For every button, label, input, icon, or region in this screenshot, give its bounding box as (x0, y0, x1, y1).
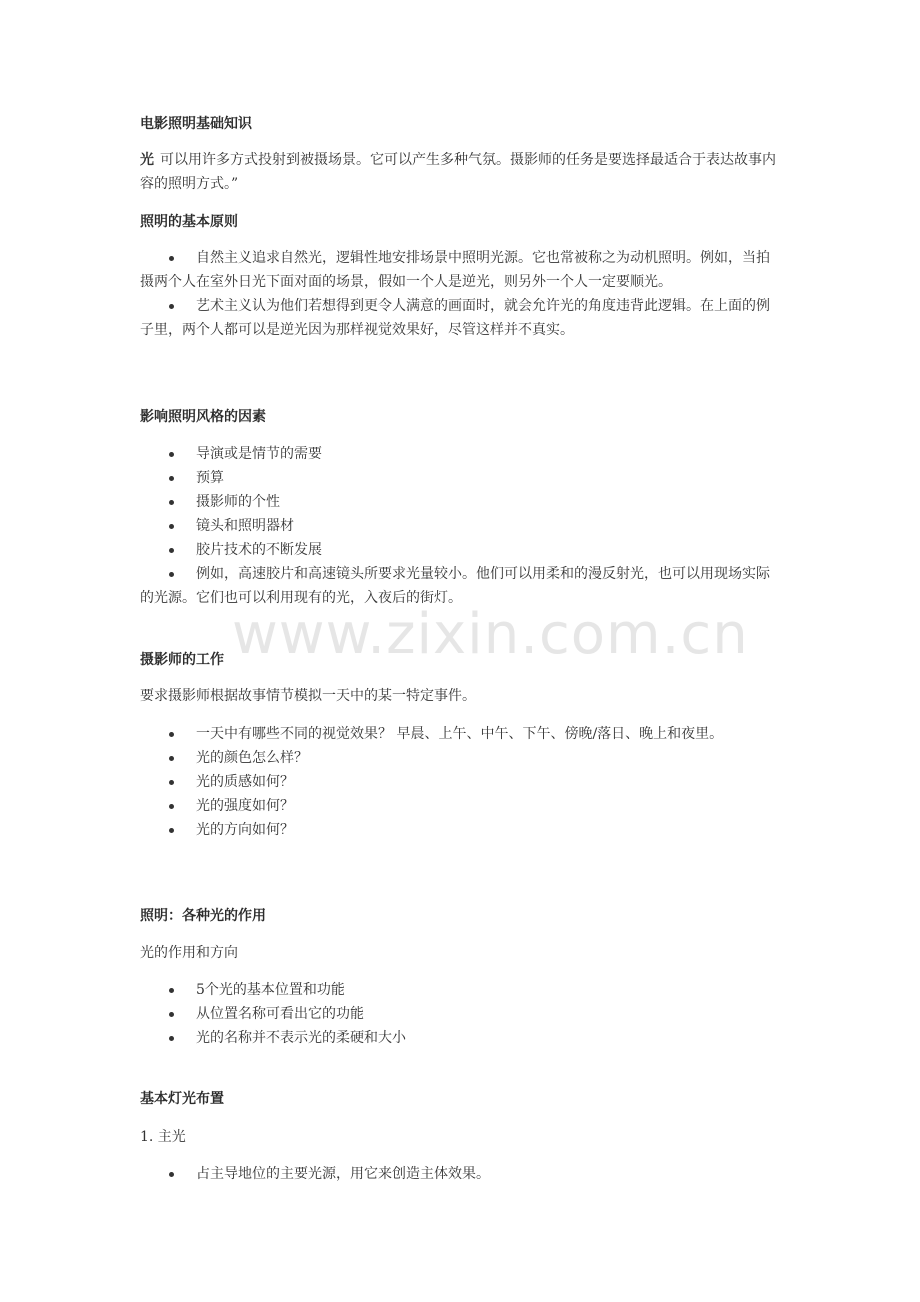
heading-work: 摄影师的工作 (140, 652, 224, 668)
heading-roles: 照明：各种光的作用 (140, 908, 266, 924)
bullet-icon (169, 780, 174, 785)
list-item: 一天中有哪些不同的视觉效果？ 早晨、上午、中午、下午、傍晚/落日、晚上和夜里。 (140, 722, 782, 746)
intro-text: 可以用许多方式投射到被摄场景。它可以产生多种气氛。摄影师的任务是要选择最适合于表达故事内容的照明方式。” (140, 152, 776, 192)
list-basic (140, 1162, 782, 1186)
list-item: 艺术主义认为他们若想得到更令人满意的画面时，就会允许光的角度违背此逻辑。在上面的例子里，两个人都可以是逆光因为那样视觉效果好，尽管这样并不真实。 (140, 298, 770, 338)
heading-basic: 基本灯光布置 (140, 1091, 224, 1107)
list-item: 摄影师的个性 (140, 490, 782, 514)
roles-paragraph: 光的作用和方向 (140, 945, 238, 961)
intro-lead: 光 (140, 152, 154, 168)
heading-factors: 影响照明风格的因素 (140, 409, 266, 425)
bullet-icon (169, 1172, 174, 1177)
list-item: 预算 (140, 466, 782, 490)
bullet-icon (169, 804, 174, 809)
list-item: 从位置名称可看出它的功能 (140, 1002, 782, 1026)
bullet-icon (169, 732, 174, 737)
list-work (140, 722, 782, 842)
list-item: 光的强度如何？ (140, 794, 782, 818)
list-item: 例如，高速胶片和高速镜头所要求光量较小。他们可以用柔和的漫反射光，也可以用现场实际的光源。它们也可以利用现有的光，入夜后的街灯。 (140, 566, 770, 606)
list-principles (140, 246, 782, 342)
list-item: 占主导地位的主要光源，用它来创造主体效果。 (140, 1162, 782, 1186)
list-item: 镜头和照明器材 (140, 514, 782, 538)
bullet-icon (169, 756, 174, 761)
list-factors (140, 442, 782, 610)
watermark: www.zixin.com.cn (232, 602, 749, 667)
list-item: 光的方向如何？ (140, 818, 782, 842)
list-item: 光的名称并不表示光的柔硬和大小 (140, 1026, 782, 1050)
list-item: 胶片技术的不断发展 (140, 538, 782, 562)
bullet-icon (169, 572, 174, 577)
list-item: 导演或是情节的需要 (140, 442, 782, 466)
bullet-icon (169, 828, 174, 833)
list-item: 自然主义追求自然光，逻辑性地安排场景中照明光源。它也常被称之为动机照明。例如，当拍摄两个人在室外日光下面对面的场景，假如一个人是逆光，则另外一个人一定要顺光。 (140, 250, 770, 290)
bullet-icon (169, 256, 174, 261)
heading-principles: 照明的基本原则 (140, 214, 238, 230)
bullet-icon (169, 452, 174, 457)
list-roles (140, 978, 782, 1050)
bullet-icon (169, 1012, 174, 1017)
bullet-icon (169, 1036, 174, 1041)
bullet-icon (169, 988, 174, 993)
basic-paragraph: 1. 主光 (140, 1129, 186, 1145)
bullet-icon (169, 476, 174, 481)
bullet-icon (169, 524, 174, 529)
list-item: 光的质感如何？ (140, 770, 782, 794)
work-paragraph: 要求摄影师根据故事情节模拟一天中的某一特定事件。 (140, 688, 476, 704)
bullet-icon (169, 548, 174, 553)
list-item: 光的颜色怎么样？ (140, 746, 782, 770)
bullet-icon (169, 304, 174, 309)
document-title: 电影照明基础知识 (140, 116, 252, 132)
bullet-icon (169, 500, 174, 505)
list-item: 5个光的基本位置和功能 (140, 978, 782, 1002)
intro-paragraph (140, 148, 782, 196)
